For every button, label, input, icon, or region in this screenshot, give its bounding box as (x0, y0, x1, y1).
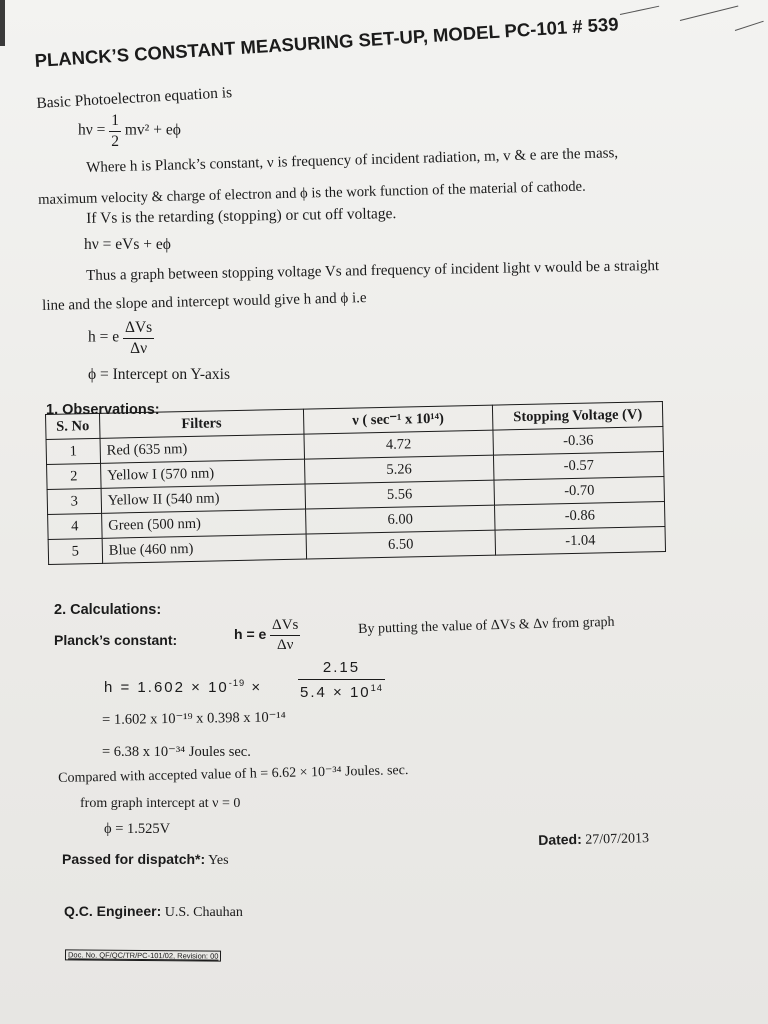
qc-engineer-field (64, 903, 243, 921)
passed-label: Passed for dispatch*: (62, 851, 206, 867)
cell-frequency: 5.26 (304, 455, 494, 484)
cell-filter: Blue (460 nm) (102, 534, 306, 563)
calc-line1-fraction (298, 660, 385, 700)
cell-sno: 1 (46, 438, 100, 464)
cell-sno: 2 (47, 463, 101, 489)
photoelectric-equation (78, 113, 181, 149)
header-stopping-voltage: Stopping Voltage (V) (493, 402, 663, 431)
qc-value: U.S. Chauhan (164, 905, 243, 920)
calc-h-denominator: Δν (270, 635, 300, 653)
observations-heading: 1. Observations: (46, 402, 160, 418)
cell-sno: 4 (48, 513, 102, 539)
calc-line-2: = 1.602 x 10⁻¹⁹ x 0.398 x 10⁻¹⁴ (102, 709, 286, 728)
calc-h-lhs: h = e (234, 625, 267, 642)
calc-line1-den-base: 5.4 × 10 (300, 684, 371, 701)
calc-line-1 (104, 678, 262, 696)
header-sno: S. No (46, 413, 100, 439)
thus-line-1: Thus a graph between stopping voltage Vs and frequency of incident light ν would be a straight (86, 257, 660, 284)
calc-line1-denominator (298, 679, 385, 700)
eq1-numerator: 1 (111, 112, 119, 129)
slope-fraction (123, 320, 154, 356)
cell-filter: Yellow I (570 nm) (100, 459, 304, 488)
dated-value: 27/07/2013 (585, 831, 650, 848)
eq1-rest: mv² + eϕ (124, 121, 181, 139)
cell-frequency: 4.72 (304, 430, 494, 459)
cell-frequency: 6.00 (305, 505, 495, 534)
h-eq-lhs: h = e (88, 328, 120, 346)
cell-sno: 5 (48, 538, 102, 564)
intro-text: Basic Photoelectron equation is (36, 84, 233, 112)
cell-voltage: -0.70 (494, 477, 664, 506)
compared-text: Compared with accepted value of h = 6.62 × 10⁻³⁴ Joules. sec. (58, 763, 409, 786)
if-vs-text: If Vs is the retarding (stopping) or cut off voltage. (86, 205, 397, 227)
document-title: PLANCK’S CONSTANT MEASURING SET-UP, MODEL PC-101 # 539 (34, 13, 620, 71)
h-slope-equation (88, 320, 154, 356)
page-edge-mark (0, 0, 5, 46)
calc-line1-den-exponent: 14 (370, 683, 383, 693)
calc-line1-lhs: h = 1.602 × 10 (104, 679, 229, 696)
header-filters: Filters (99, 409, 303, 438)
calc-line-3: = 6.38 x 10⁻³⁴ Joules sec. (102, 744, 251, 760)
cell-voltage: -0.36 (493, 427, 663, 456)
from-graph-text: from graph intercept at ν = 0 (80, 796, 241, 811)
dated-field (538, 829, 649, 850)
cell-filter: Red (635 nm) (100, 434, 304, 463)
planck-constant-label: Planck’s constant: (54, 632, 178, 648)
slope-numerator: ΔVs (125, 319, 153, 336)
qc-label: Q.C. Engineer: (64, 903, 162, 919)
where-line-1: Where h is Planck’s constant, ν is frequency of incident radiation, m, v & e are the mass, (86, 145, 619, 176)
calc-h-equation (234, 618, 300, 653)
calc-h-fraction (270, 618, 300, 653)
half-fraction (109, 113, 121, 149)
document-number: Doc. No. QF/QC/TR/PC-101/02, Revision: 00 (65, 949, 222, 961)
eq1-denominator: 2 (111, 132, 119, 150)
observations-table (45, 401, 666, 565)
cell-filter: Green (500 nm) (102, 509, 306, 538)
thus-line-2: line and the slope and intercept would give h and ϕ i.e (42, 290, 367, 314)
calc-line1-numerator: 2.15 (322, 659, 361, 676)
by-putting-text: By putting the value of ΔVs & Δν from graph (358, 614, 615, 637)
header-frequency: ν ( sec⁻¹ x 10¹⁴) (303, 405, 493, 434)
calc-line1-frac (298, 660, 385, 700)
passed-value: Yes (208, 853, 229, 868)
slope-denominator: Δν (123, 338, 154, 357)
calc-line1-times: × (251, 679, 263, 696)
calc-line1-exponent: -19 (228, 678, 246, 688)
retarding-equation: hν = eVs + eϕ (84, 236, 171, 253)
pen-scratch (735, 21, 764, 31)
passed-dispatch-field (62, 851, 229, 869)
cell-voltage: -0.86 (495, 502, 665, 531)
cell-frequency: 6.50 (306, 530, 496, 559)
cell-voltage: -1.04 (495, 527, 665, 556)
cell-sno: 3 (47, 488, 101, 514)
phi-value: ϕ = 1.525V (104, 821, 171, 837)
cell-voltage: -0.57 (494, 452, 664, 481)
phi-intercept-equation: ϕ = Intercept on Y-axis (88, 366, 231, 383)
dated-label: Dated: (538, 830, 582, 848)
calc-h-numerator: ΔVs (272, 617, 299, 633)
cell-frequency: 5.56 (305, 480, 495, 509)
where-line-2: maximum velocity & charge of electron and ϕ is the work function of the material of cathode. (38, 178, 586, 208)
cell-filter: Yellow II (540 nm) (101, 484, 305, 513)
calculations-heading: 2. Calculations: (54, 602, 162, 618)
eq1-lhs: hν = (78, 121, 106, 139)
